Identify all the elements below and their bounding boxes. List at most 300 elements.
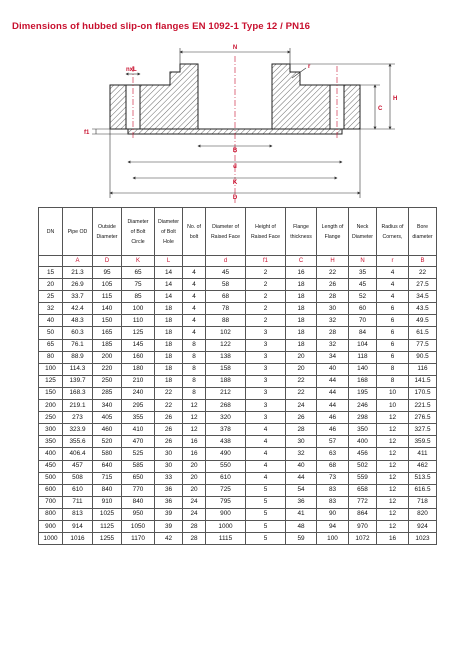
symbol-cell: D bbox=[93, 256, 122, 267]
table-cell: 83 bbox=[317, 496, 349, 508]
table-cell: 18 bbox=[286, 291, 317, 303]
table-cell: 28 bbox=[317, 327, 349, 339]
symbol-cell: f1 bbox=[246, 256, 286, 267]
table-cell: 3 bbox=[246, 327, 286, 339]
label-D: D bbox=[232, 195, 238, 201]
table-cell: 525 bbox=[122, 448, 155, 460]
table-cell: 42.4 bbox=[63, 303, 93, 315]
table-cell: 26 bbox=[155, 412, 183, 424]
table-cell: 76.1 bbox=[63, 339, 93, 351]
table-cell: 711 bbox=[63, 496, 93, 508]
table-cell: 170.5 bbox=[409, 387, 437, 399]
table-cell: 27.5 bbox=[409, 279, 437, 291]
table-cell: 246 bbox=[349, 400, 377, 412]
table-row bbox=[39, 508, 437, 520]
table-cell: 14 bbox=[155, 291, 183, 303]
table-cell: 550 bbox=[206, 460, 246, 472]
table-cell: 20 bbox=[286, 351, 317, 363]
table-cell: 12 bbox=[377, 496, 409, 508]
dimension-table-container bbox=[38, 207, 436, 545]
table-row bbox=[39, 279, 437, 291]
table-cell: 195 bbox=[349, 387, 377, 399]
table-cell: 864 bbox=[349, 508, 377, 520]
table-cell: 36 bbox=[286, 496, 317, 508]
table-cell: 18 bbox=[155, 327, 183, 339]
table-cell: 158 bbox=[206, 363, 246, 375]
table-cell: 4 bbox=[183, 315, 206, 327]
table-cell: 22 bbox=[409, 267, 437, 279]
table-cell: 462 bbox=[409, 460, 437, 472]
table-cell: 950 bbox=[122, 508, 155, 520]
table-cell: 80 bbox=[39, 351, 63, 363]
label-f1: f1 bbox=[84, 130, 90, 136]
table-cell: 355 bbox=[122, 412, 155, 424]
table-cell: 3 bbox=[246, 412, 286, 424]
table-cell: 3 bbox=[246, 351, 286, 363]
table-cell: 22 bbox=[317, 267, 349, 279]
table-cell: 15 bbox=[39, 267, 63, 279]
table-cell: 355.6 bbox=[63, 436, 93, 448]
table-cell: 276.5 bbox=[409, 412, 437, 424]
table-cell: 410 bbox=[122, 424, 155, 436]
table-cell: 6 bbox=[377, 339, 409, 351]
table-cell: 75 bbox=[122, 279, 155, 291]
table-cell: 3 bbox=[246, 387, 286, 399]
column-header-line: Length of bbox=[321, 223, 344, 230]
table-cell: 250 bbox=[39, 412, 63, 424]
table-cell: 2 bbox=[246, 291, 286, 303]
table-cell: 5 bbox=[246, 533, 286, 545]
table-cell: 165 bbox=[93, 327, 122, 339]
table-cell: 400 bbox=[39, 448, 63, 460]
table-cell: 85 bbox=[122, 291, 155, 303]
table-cell: 52 bbox=[349, 291, 377, 303]
table-cell: 26 bbox=[317, 279, 349, 291]
column-header bbox=[286, 208, 317, 256]
table-cell: 658 bbox=[349, 484, 377, 496]
column-header-line: Corners, bbox=[382, 233, 403, 240]
column-header bbox=[183, 208, 206, 256]
table-cell: 12 bbox=[377, 424, 409, 436]
column-header-line: Bore bbox=[417, 223, 428, 230]
table-cell: 490 bbox=[206, 448, 246, 460]
table-cell: 4 bbox=[246, 448, 286, 460]
table-cell: 63 bbox=[317, 448, 349, 460]
column-header-line: of Bolt bbox=[161, 228, 176, 235]
table-cell: 28 bbox=[183, 533, 206, 545]
table-cell: 20 bbox=[183, 484, 206, 496]
table-cell: 24 bbox=[183, 508, 206, 520]
label-K: K bbox=[232, 180, 238, 186]
table-cell: 48.3 bbox=[63, 315, 93, 327]
table-row bbox=[39, 339, 437, 351]
table-cell: 20 bbox=[39, 279, 63, 291]
column-header-line: Hole bbox=[163, 238, 174, 245]
table-cell: 46 bbox=[317, 424, 349, 436]
table-cell: 8 bbox=[377, 375, 409, 387]
table-cell: 116 bbox=[409, 363, 437, 375]
table-cell: 16 bbox=[286, 267, 317, 279]
table-cell: 5 bbox=[246, 508, 286, 520]
column-header-line: Outside bbox=[98, 223, 116, 230]
table-row bbox=[39, 472, 437, 484]
table-cell: 700 bbox=[39, 496, 63, 508]
table-cell: 4 bbox=[183, 267, 206, 279]
table-cell: 115 bbox=[93, 291, 122, 303]
table-cell: 813 bbox=[63, 508, 93, 520]
table-cell: 110 bbox=[122, 315, 155, 327]
table-cell: 725 bbox=[206, 484, 246, 496]
table-cell: 46 bbox=[317, 412, 349, 424]
table-cell: 42 bbox=[155, 533, 183, 545]
table-cell: 100 bbox=[39, 363, 63, 375]
table-cell: 26.9 bbox=[63, 279, 93, 291]
table-row bbox=[39, 400, 437, 412]
table-body bbox=[39, 256, 437, 545]
table-cell: 50 bbox=[39, 327, 63, 339]
label-H: H bbox=[393, 96, 398, 102]
table-cell: 104 bbox=[349, 339, 377, 351]
table-cell: 900 bbox=[206, 508, 246, 520]
table-cell: 508 bbox=[63, 472, 93, 484]
table-cell: 61.5 bbox=[409, 327, 437, 339]
table-cell: 18 bbox=[155, 315, 183, 327]
table-cell: 180 bbox=[122, 363, 155, 375]
table-row bbox=[39, 291, 437, 303]
table-row bbox=[39, 363, 437, 375]
symbol-cell bbox=[39, 256, 63, 267]
table-cell: 16 bbox=[183, 448, 206, 460]
table-cell: 520 bbox=[93, 436, 122, 448]
table-cell: 88 bbox=[206, 315, 246, 327]
table-cell: 57 bbox=[317, 436, 349, 448]
symbol-cell: L bbox=[155, 256, 183, 267]
table-cell: 188 bbox=[206, 375, 246, 387]
table-cell: 8 bbox=[183, 375, 206, 387]
table-cell: 715 bbox=[93, 472, 122, 484]
table-cell: 168.3 bbox=[63, 387, 93, 399]
page-title: Dimensions of hubbed slip-on flanges EN 1092-1 Type 12 / PN16 bbox=[12, 21, 311, 32]
table-cell: 48 bbox=[286, 520, 317, 532]
table-cell: 45 bbox=[206, 267, 246, 279]
table-cell: 450 bbox=[39, 460, 63, 472]
table-cell: 323.9 bbox=[63, 424, 93, 436]
table-row bbox=[39, 351, 437, 363]
column-header-line: Raised Face bbox=[210, 233, 241, 240]
table-cell: 457 bbox=[63, 460, 93, 472]
table-cell: 65 bbox=[122, 267, 155, 279]
table-cell: 559 bbox=[349, 472, 377, 484]
table-row bbox=[39, 424, 437, 436]
table-cell: 18 bbox=[155, 351, 183, 363]
table-cell: 12 bbox=[377, 412, 409, 424]
dimension-table bbox=[38, 207, 437, 545]
label-C: C bbox=[378, 106, 383, 112]
table-cell: 405 bbox=[93, 412, 122, 424]
table-cell: 914 bbox=[63, 520, 93, 532]
column-header-line: DN bbox=[46, 228, 55, 235]
table-cell: 1115 bbox=[206, 533, 246, 545]
table-row bbox=[39, 448, 437, 460]
symbol-cell: B bbox=[409, 256, 437, 267]
table-cell: 1023 bbox=[409, 533, 437, 545]
table-cell: 1170 bbox=[122, 533, 155, 545]
column-header bbox=[377, 208, 409, 256]
table-cell: 970 bbox=[349, 520, 377, 532]
table-cell: 200 bbox=[39, 400, 63, 412]
table-cell: 580 bbox=[93, 448, 122, 460]
table-cell: 32 bbox=[286, 448, 317, 460]
table-cell: 118 bbox=[349, 351, 377, 363]
table-cell: 470 bbox=[122, 436, 155, 448]
table-cell: 140 bbox=[93, 303, 122, 315]
table-cell: 100 bbox=[317, 533, 349, 545]
table-cell: 22 bbox=[155, 387, 183, 399]
table-cell: 650 bbox=[122, 472, 155, 484]
table-cell: 4 bbox=[377, 279, 409, 291]
table-cell: 78 bbox=[206, 303, 246, 315]
table-cell: 3 bbox=[246, 339, 286, 351]
table-cell: 102 bbox=[206, 327, 246, 339]
table-cell: 3 bbox=[246, 400, 286, 412]
table-cell: 600 bbox=[39, 484, 63, 496]
column-header-line: Raised Face bbox=[250, 233, 281, 240]
column-header bbox=[206, 208, 246, 256]
column-header-line: Diameter bbox=[127, 218, 149, 225]
table-cell: 22 bbox=[286, 375, 317, 387]
table-cell: 185 bbox=[93, 339, 122, 351]
symbol-cell: N bbox=[349, 256, 377, 267]
table-cell: 105 bbox=[93, 279, 122, 291]
table-cell: 8 bbox=[183, 339, 206, 351]
table-cell: 411 bbox=[409, 448, 437, 460]
table-row bbox=[39, 303, 437, 315]
table-cell: 8 bbox=[377, 363, 409, 375]
table-cell: 24 bbox=[286, 400, 317, 412]
table-cell: 438 bbox=[206, 436, 246, 448]
table-cell: 4 bbox=[377, 291, 409, 303]
table-cell: 30 bbox=[155, 460, 183, 472]
table-cell: 378 bbox=[206, 424, 246, 436]
column-header bbox=[93, 208, 122, 256]
table-cell: 77.5 bbox=[409, 339, 437, 351]
table-cell: 3 bbox=[246, 363, 286, 375]
table-row bbox=[39, 520, 437, 532]
column-header-line: Diameter bbox=[96, 233, 118, 240]
table-cell: 12 bbox=[183, 412, 206, 424]
table-cell: 34 bbox=[317, 351, 349, 363]
table-cell: 90.5 bbox=[409, 351, 437, 363]
table-cell: 59 bbox=[286, 533, 317, 545]
table-cell: 26 bbox=[286, 412, 317, 424]
table-cell: 150 bbox=[93, 315, 122, 327]
table-cell: 268 bbox=[206, 400, 246, 412]
table-cell: 68 bbox=[317, 460, 349, 472]
table-cell: 18 bbox=[286, 303, 317, 315]
table-cell: 4 bbox=[246, 436, 286, 448]
table-cell: 18 bbox=[286, 279, 317, 291]
table-cell: 460 bbox=[93, 424, 122, 436]
table-cell: 18 bbox=[286, 339, 317, 351]
table-cell: 30 bbox=[155, 448, 183, 460]
table-cell: 456 bbox=[349, 448, 377, 460]
table-cell: 513.5 bbox=[409, 472, 437, 484]
table-cell: 68 bbox=[206, 291, 246, 303]
table-cell: 14 bbox=[155, 279, 183, 291]
column-header-line: Flange bbox=[293, 223, 309, 230]
column-header-line: Diameter of bbox=[212, 223, 239, 230]
table-cell: 285 bbox=[93, 387, 122, 399]
column-header-line: Pipe OD bbox=[67, 228, 88, 235]
table-cell: 1000 bbox=[206, 520, 246, 532]
table-cell: 12 bbox=[377, 472, 409, 484]
table-row bbox=[39, 375, 437, 387]
table-cell: 718 bbox=[409, 496, 437, 508]
symbol-cell: H bbox=[317, 256, 349, 267]
table-cell: 30 bbox=[317, 303, 349, 315]
column-header-line: thickness bbox=[290, 233, 312, 240]
table-cell: 5 bbox=[246, 496, 286, 508]
table-cell: 770 bbox=[122, 484, 155, 496]
label-N: N bbox=[232, 45, 238, 51]
column-header-line: Height of bbox=[255, 223, 276, 230]
table-cell: 140 bbox=[349, 363, 377, 375]
table-cell: 210 bbox=[122, 375, 155, 387]
table-cell: 1125 bbox=[93, 520, 122, 532]
table-cell: 8 bbox=[183, 351, 206, 363]
table-cell: 2 bbox=[246, 279, 286, 291]
table-cell: 35 bbox=[349, 267, 377, 279]
table-cell: 800 bbox=[39, 508, 63, 520]
table-cell: 12 bbox=[377, 448, 409, 460]
table-cell: 150 bbox=[39, 387, 63, 399]
table-cell: 28 bbox=[317, 291, 349, 303]
table-cell: 219.1 bbox=[63, 400, 93, 412]
table-cell: 83 bbox=[317, 484, 349, 496]
table-cell: 406.4 bbox=[63, 448, 93, 460]
table-cell: 95 bbox=[93, 267, 122, 279]
table-cell: 12 bbox=[183, 424, 206, 436]
table-cell: 24 bbox=[183, 496, 206, 508]
column-header bbox=[63, 208, 93, 256]
table-cell: 2 bbox=[246, 303, 286, 315]
table-cell: 28 bbox=[286, 424, 317, 436]
table-cell: 88.9 bbox=[63, 351, 93, 363]
table-cell: 840 bbox=[122, 496, 155, 508]
table-cell: 900 bbox=[39, 520, 63, 532]
table-cell: 610 bbox=[63, 484, 93, 496]
column-header bbox=[39, 208, 63, 256]
flange-drawing bbox=[70, 38, 410, 208]
table-cell: 6 bbox=[377, 303, 409, 315]
table-cell: 40 bbox=[39, 315, 63, 327]
table-cell: 25 bbox=[39, 291, 63, 303]
table-cell: 125 bbox=[122, 327, 155, 339]
symbol-cell: K bbox=[122, 256, 155, 267]
table-cell: 221.5 bbox=[409, 400, 437, 412]
table-cell: 43.5 bbox=[409, 303, 437, 315]
table-cell: 32 bbox=[317, 339, 349, 351]
table-cell: 4 bbox=[246, 460, 286, 472]
table-cell: 65 bbox=[39, 339, 63, 351]
table-cell: 500 bbox=[39, 472, 63, 484]
table-cell: 1072 bbox=[349, 533, 377, 545]
table-cell: 350 bbox=[349, 424, 377, 436]
table-row bbox=[39, 267, 437, 279]
table-cell: 4 bbox=[246, 424, 286, 436]
table-row bbox=[39, 315, 437, 327]
table-cell: 220 bbox=[93, 363, 122, 375]
table-cell: 122 bbox=[206, 339, 246, 351]
column-header bbox=[246, 208, 286, 256]
table-cell: 16 bbox=[183, 436, 206, 448]
column-header-line: No. of bbox=[187, 223, 201, 230]
column-header-line: of Bolt bbox=[130, 228, 146, 235]
table-cell: 12 bbox=[377, 484, 409, 496]
table-cell: 44 bbox=[317, 375, 349, 387]
table-cell: 54 bbox=[286, 484, 317, 496]
table-cell: 73 bbox=[317, 472, 349, 484]
table-cell: 840 bbox=[93, 484, 122, 496]
table-row bbox=[39, 387, 437, 399]
table-cell: 1025 bbox=[93, 508, 122, 520]
table-cell: 8 bbox=[183, 387, 206, 399]
column-header bbox=[409, 208, 437, 256]
column-header bbox=[155, 208, 183, 256]
symbol-cell: r bbox=[377, 256, 409, 267]
table-cell: 200 bbox=[93, 351, 122, 363]
table-cell: 240 bbox=[122, 387, 155, 399]
table-cell: 33 bbox=[155, 472, 183, 484]
table-cell: 4 bbox=[246, 472, 286, 484]
table-cell: 4 bbox=[183, 291, 206, 303]
table-cell: 160 bbox=[122, 351, 155, 363]
table-cell: 141.5 bbox=[409, 375, 437, 387]
table-cell: 6 bbox=[377, 315, 409, 327]
table-cell: 2 bbox=[246, 315, 286, 327]
column-header-line: Radius of bbox=[381, 223, 404, 230]
symbol-cell: A bbox=[63, 256, 93, 267]
table-cell: 114.3 bbox=[63, 363, 93, 375]
table-cell: 910 bbox=[93, 496, 122, 508]
column-header-line: Circle bbox=[131, 238, 145, 245]
column-header-line: Flange bbox=[324, 233, 341, 240]
table-cell: 22 bbox=[286, 387, 317, 399]
table-cell: 138 bbox=[206, 351, 246, 363]
table-cell: 60.3 bbox=[63, 327, 93, 339]
table-cell: 5 bbox=[246, 520, 286, 532]
column-header-line: diameter bbox=[412, 233, 433, 240]
table-cell: 125 bbox=[39, 375, 63, 387]
table-cell: 616.5 bbox=[409, 484, 437, 496]
table-cell: 6 bbox=[377, 327, 409, 339]
table-cell: 340 bbox=[93, 400, 122, 412]
table-cell: 12 bbox=[377, 436, 409, 448]
table-cell: 1000 bbox=[39, 533, 63, 545]
table-cell: 100 bbox=[122, 303, 155, 315]
label-d: d bbox=[233, 164, 237, 170]
table-cell: 22 bbox=[155, 400, 183, 412]
table-cell: 1050 bbox=[122, 520, 155, 532]
label-B: B bbox=[232, 148, 238, 154]
table-cell: 1016 bbox=[63, 533, 93, 545]
table-cell: 20 bbox=[286, 363, 317, 375]
table-cell: 30 bbox=[286, 436, 317, 448]
table-cell: 585 bbox=[122, 460, 155, 472]
table-cell: 502 bbox=[349, 460, 377, 472]
table-cell: 12 bbox=[183, 400, 206, 412]
symbol-cell: d bbox=[206, 256, 246, 267]
